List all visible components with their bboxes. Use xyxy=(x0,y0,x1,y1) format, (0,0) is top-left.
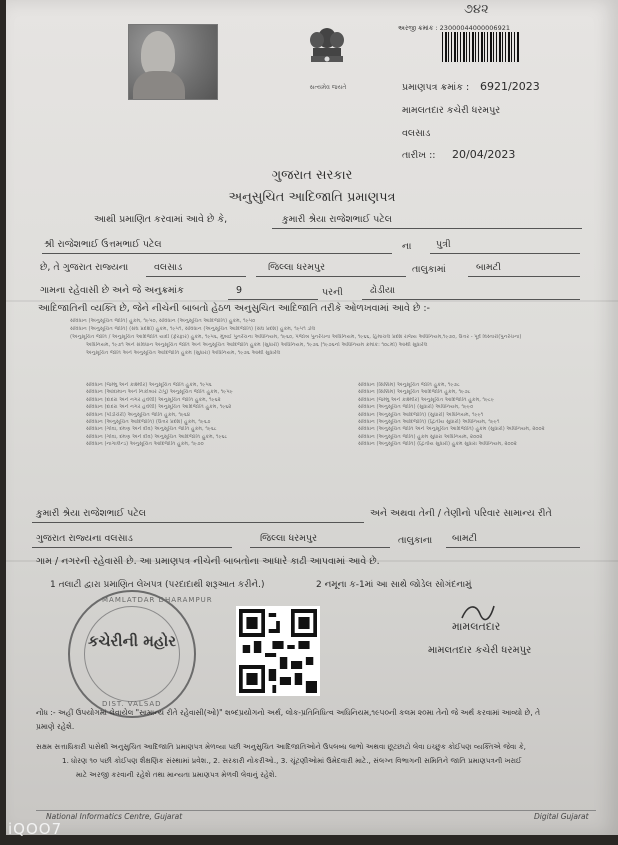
order-right-item: સંવિધાન (અનુસૂચિત જાતિ) (દ્વિતીય સુધારો) હુકમ સુધારા અધિનિયમ, ૨૦૦૨ xyxy=(358,441,517,448)
order-right-item: સંવિધાન (અનુસૂચિત જાતિ) હુકમ સુધારા અધિનિયમ, ૨૦૦૨ xyxy=(358,433,483,440)
residence-state-district: ગુજરાત રાજ્યના વલસાડ xyxy=(36,533,133,544)
emblem-caption: સત્યમેવ જયતે xyxy=(309,84,347,91)
order-left-item: સંવિધાન (દાદરા અને નગર હવેલી) અનુસૂચિત જાતિ હુકમ, ૧૯૬૨ xyxy=(86,396,221,403)
fine-print-2: (અનુસૂચિત જાતિ / અનુસૂચિત આદિજાતિ યાદી (ફેરફાર) હુકમ, ૧૯૫૬, મુંબઈ પુનર્રચના અધિનિયમ, ૧૯૬૦, પંજાબ પુનર્રચના અધિનિયમ, ૧૯૬૬, હિમાચલ પ્રદેશ રાજ્ય અધિનિયમ,૧૯૭૦, ઉત્તર - પૂર્વ વિસ્તારો(પુનર્રચના) xyxy=(70,334,522,340)
info-line-3: માટે અરજી કરવાની રહેશે તથા માન્યતા પ્રમાણપત્ર મેળવી લેવાનું રહેશે. xyxy=(76,770,277,779)
na-label: ના xyxy=(402,241,412,252)
certify-label: આથી પ્રમાણિત કરવામાં આવે છે કે, xyxy=(94,214,228,225)
taluka-label: તાલુકામાં xyxy=(412,264,446,275)
order-left-item: સંવિધાન (નાગાલેન્ડ) અનુસૂચિત આદિજાતિ હુકમ, ૧૯૭૦ xyxy=(86,441,204,448)
info-line-1: સક્ષમ સત્તાધિકારી પાસેથી અનુસુચિત આદિજાતિ પ્રમાણપત્ર મેળવ્યા પછી અનુસુચિત આદિજાતિઓને ઉપલબ્ધ લાભો અથવા છૂટછાટો લેવા ઇચ્છુક કોઈપણ વ્યક્તિએ જેવા કે, xyxy=(36,742,526,751)
order-left-item: સંવિધાન (ગોવા, દમણ અને દીવ) અનુસૂચિત જાતિ હુકમ, ૧૯૬૮ xyxy=(86,426,217,433)
taluka: જિલ્લા ધરમપુર xyxy=(268,262,325,273)
residence-footer-line: ગામ / નગરની રહેવાસી છે. આ પ્રમાણપત્ર નીચેની બાબતોના આધારે કાઢી આપવામાં આવે છે. xyxy=(36,556,380,567)
office-name: મામલતદાર કચેરી ધરમપુર xyxy=(402,105,501,116)
tribe-line: આદિજાતિની વ્યક્તિ છે, જેને નીચેની બાબતો હેઠળ અનુસુચિત આદિજાતિ તરીકે ઓળખવામાં આવે છે :- xyxy=(38,303,430,314)
signatory-title: મામલતદાર xyxy=(452,620,501,633)
barcode xyxy=(442,32,520,62)
date: 20/04/2023 xyxy=(452,148,516,161)
info-line-2: 1. ધોરણ ૧૦ પછી કોઈપણ શૈક્ષણિક સંસ્થામાં પ્રવેશ., 2. સરકારી નોકરીઓ., 3. ચૂંટણીઓમાં ઉમેદવારી માટે., સંલગ્ન વિભાગની સમિતિને જાતિ પ્રમાણપત્રની ખરાઈ xyxy=(62,756,522,765)
order-left-item: સંવિધાન (અનુસૂચિત આદિજાતિ) (ઉત્તર પ્રદેશ) હુકમ, ૧૯૬૭ xyxy=(86,419,211,426)
tribe-label: પરની xyxy=(322,287,343,298)
footer-left: National Informatics Centre, Gujarat xyxy=(46,812,183,821)
note-continuation: પ્રમાણે રહેશે. xyxy=(36,722,75,731)
order-left-item: સંવિધાન (આંદામાન અને નિકોબાર ટાપુ) અનુસૂચિત જાતિ હુકમ, ૧૯૫૯ xyxy=(86,389,233,396)
applicant-photo xyxy=(128,24,218,100)
residence-taluka: જિલ્લા ધરમપુર xyxy=(260,533,317,544)
father-name: શ્રી રાજેશભાઈ ઉત્તમભાઈ પટેલ xyxy=(44,239,162,250)
order-right-item: સંવિધાન (અનુસૂચિત આદિજાતિ) (સુધારો) અધિનિયમ, ૧૯૯૧ xyxy=(358,411,484,418)
order-right-item: સંવિધાન (અનુસૂચિત જાતિ) (સુધારો) અધિનિયમ, ૧૯૯૦ xyxy=(358,404,474,411)
fine-print-4: અનુસૂચિત જાતિ અને અનુસૂચિત આદિજાતિ હુકમ (સુધારા) અધિનિયમ, ૧૯૭૬ આથી સુધારેલ xyxy=(86,350,281,356)
village: બામટી xyxy=(476,262,501,273)
orders-right xyxy=(358,382,598,449)
tribe: ઢોડીયા xyxy=(370,285,396,296)
cert-title: અનુસુચિત આદિજાતિ પ્રમાણપત્ર xyxy=(228,190,396,205)
order-left-item: સંવિધાન (જમ્મુ અને કાશ્મીર) અનુસૂચિત જાતિ હુકમ, ૧૯૫૬ xyxy=(86,382,212,388)
order-left-item: સંવિધાન (દાદરા અને નગર હવેલી) અનુસૂચિત આદિજાતિ હુકમ, ૧૯૬૨ xyxy=(86,404,232,411)
certificate-page xyxy=(6,0,618,835)
orders-left xyxy=(86,382,316,449)
state-label: છે, તે ગુજરાત રાજ્યના xyxy=(40,262,129,273)
fine-print-1: સંવિધાન (અનુસૂચિત જાતિ) (સંઘ પ્રદેશો) હુકમ, ૧૯૫૧, સંવિધાન (અનુસૂચિત આદિજાતિ) (સંઘ પ્રદેશ) હુકમ, ૧૯૫૧ ડોલ xyxy=(70,326,316,332)
device-watermark: iQOO7 xyxy=(8,820,63,838)
certificate-number: 6921/2023 xyxy=(480,80,540,93)
basis-item-2: 2 નમૂના ક-1માં આ સાથે જોડેલ સોગંદનામું xyxy=(316,580,472,590)
office-seal xyxy=(68,590,196,718)
order-right-item: સંવિધાન (સિક્કિમ) અનુસૂચિત જાતિ હુકમ, ૧૯૭૮ xyxy=(358,382,460,388)
residence-village: બામટી xyxy=(452,533,477,544)
residence-name: કુમારી શ્રેયા રાજેશભાઈ પટેલ xyxy=(36,508,146,519)
place: વલસાડ xyxy=(402,128,431,139)
order-right-item: સંવિધાન (અનુસૂચિત જાતિ અને અનુસૂચિત આદિજાતિ) હુકમ (સુધારો) અધિનિયમ, ૨૦૦૨ xyxy=(358,426,545,433)
certificate-number-label: પ્રમાણપત્ર ક્રમાંક : xyxy=(402,82,470,93)
handwritten-serial: ૭૪૨ xyxy=(464,2,489,17)
national-emblem-icon xyxy=(302,22,352,84)
footer-right: Digital Gujarat xyxy=(534,812,589,821)
qr-code-icon xyxy=(236,606,320,696)
residence-taluka-label: તાલુકાના xyxy=(398,535,433,546)
gov-title: ગુજરાત સરકાર xyxy=(271,168,353,183)
order-left-item: સંવિધાન (પોંડીચેરી) અનુસૂચિત જાતિ હુકમ, ૧૯૬૪ xyxy=(86,411,191,418)
note-line: નોંધ :- અહીં ઉપયોગમાં લેવાયેલ "સામાન્ય રીતે રહેવાસી(ઓ)" શબ્દપ્રયોગનો અર્થ, લોક-પ્રતિનિધિત્વ અધિનિયમ,૧૯૫૦ની કલમ ૨૦મા તેનો જે અર્થ કરવામાં આવ્યો છે, તે xyxy=(36,708,541,717)
applicant-name: કુમારી શ્રેયા રાજેશભાઈ પટેલ xyxy=(282,214,392,225)
basis-item-1: 1 તલાટી દ્વારા પ્રમાણિત લેખપત્ર (પરદાદાથી શરૂઆત કરીને.) xyxy=(50,580,265,590)
survey-no: 9 xyxy=(236,285,243,296)
signature-mark-icon xyxy=(458,600,498,622)
relation: પુત્રી xyxy=(436,239,451,250)
order-right-item: સંવિધાન (સિક્કિમ) અનુસૂચિત આદિજાતિ હુકમ, ૧૯૭૮ xyxy=(358,389,471,396)
barcode-label: અરજી ક્રમાંક : 23000044000006921 xyxy=(398,24,510,32)
seal-ring-bottom: DIST. VALSAD xyxy=(102,700,162,708)
residence-suffix: અને અથવા તેની / તેણીનો પરિવાર સામાન્ય રીતે xyxy=(370,508,552,519)
district-head: વલસાડ xyxy=(154,262,183,273)
order-right-item: સંવિધાન (જમ્મુ અને કાશ્મીર) અનુસૂચિત આદિજાતિ હુકમ, ૧૯૮૯ xyxy=(358,396,495,403)
seal-center-text: કચેરીની મહોર xyxy=(87,632,177,650)
signatory-office: મામલતદાર કચેરી ધરમપુર xyxy=(428,645,532,656)
fine-print-3: અધિનિયમ, ૧૯૭૧ અને સંવિધાન અનુસૂચિત જાતિ અને અનુસૂચિત આદિજાતિ હુકમ (સુધારો) અધિનિયમ, ૧૯૭૬ (૧૯૭૬નો અધિનિયમ ક્રમાંક: ૧૦૮મો) આથી સુધારેલ xyxy=(86,342,428,348)
order-left-item: સંવિધાન (ગોવા, દમણ અને દીવ) અનુસૂચિત આદિજાતિ હુકમ, ૧૯૬૮ xyxy=(86,433,228,440)
date-label: તારીખ :: xyxy=(402,150,436,161)
order-right-item: સંવિધાન (અનુસૂચિત આદિજાતિ) (દ્વિતીય સુધારો) અધિનિયમ, ૧૯૯૧ xyxy=(358,419,500,426)
fine-print-0: સંવિધાન (અનુસૂચિત જાતિ) હુકમ, ૧૯૫૦, સંવિધાન (અનુસૂચિત આદિજાતિ) હુકમ, ૧૯૫૦ xyxy=(70,318,256,324)
survey-label: ગામના રહેવાસી છે અને જે અનુક્રમાંક xyxy=(40,285,184,296)
seal-ring-top: MAMLATDAR DHARAMPUR xyxy=(102,596,213,604)
